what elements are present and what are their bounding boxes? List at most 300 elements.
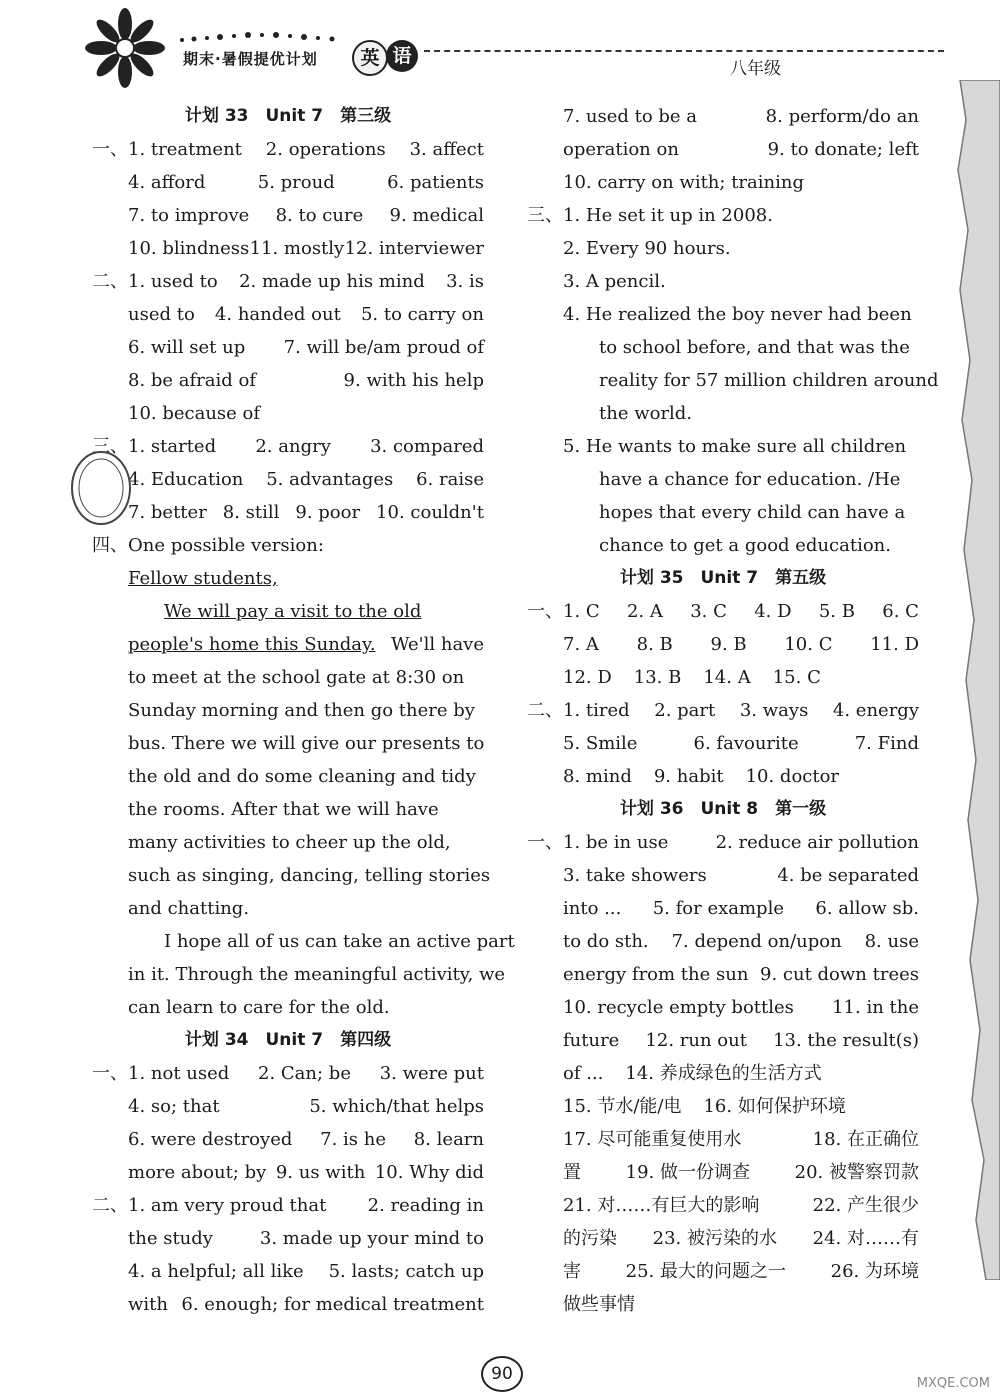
answer-line <box>92 364 484 397</box>
question-group-label <box>92 793 128 826</box>
question-group-label <box>527 628 563 661</box>
answer-item: to meet at the school gate at 8:30 on <box>128 667 465 688</box>
answer-line <box>527 199 919 232</box>
answer-line <box>92 793 484 826</box>
answer-line <box>92 760 484 793</box>
answer-line <box>527 628 919 661</box>
answer-line <box>92 1123 484 1156</box>
answer-line <box>92 1090 484 1123</box>
decorative-dots <box>176 30 346 44</box>
answer-item: 7. will be/am proud of <box>283 337 484 358</box>
answer-item: 8. mind <box>563 766 632 787</box>
answer-line <box>527 1222 919 1255</box>
answer-item: 6. patients <box>387 172 484 193</box>
answer-item: 8. still <box>222 502 280 523</box>
answer-item: 4. D <box>754 601 792 622</box>
section-title: 计划 35 Unit 7 第五级 <box>619 568 827 588</box>
answer-item: 10. recycle empty bottles <box>563 997 794 1018</box>
answer-item: 1. used to <box>128 271 218 292</box>
answer-item: 13. B <box>633 667 682 688</box>
answer-item: 12. D <box>563 667 612 688</box>
answer-line <box>92 826 484 859</box>
question-group-label <box>92 925 128 958</box>
answer-item: 2. reduce air pollution <box>715 832 919 853</box>
answer-item: 6. allow sb. <box>815 898 919 919</box>
section-title: 计划 33 Unit 7 第三级 <box>184 106 392 126</box>
answer-line <box>527 595 919 628</box>
answer-item: We will pay a visit to the old <box>164 601 422 622</box>
answer-item: 2. Every 90 hours. <box>563 238 731 259</box>
answer-item: 11. D <box>870 634 919 655</box>
question-group-label <box>92 694 128 727</box>
answer-line <box>92 628 484 661</box>
answer-item: the study <box>128 1228 213 1249</box>
answer-item: 10. Why did <box>374 1162 484 1183</box>
section-title: 计划 36 Unit 8 第一级 <box>619 799 827 819</box>
answer-item: Fellow students, <box>128 568 278 589</box>
answer-item: used to <box>128 304 195 325</box>
series-title: 期末·暑假提优计划 <box>183 50 318 68</box>
question-group-label <box>527 991 563 1024</box>
answer-item: 10. doctor <box>745 766 840 787</box>
question-group-label <box>527 760 563 793</box>
answer-line <box>92 925 515 958</box>
answer-item: 7. is he <box>320 1129 386 1150</box>
answer-item: 11. in the <box>832 997 919 1018</box>
answer-item: 5. which/that helps <box>309 1096 484 1117</box>
answer-item: 18. 在正确位 <box>812 1129 919 1150</box>
flower-logo-icon <box>85 8 165 88</box>
question-group-label: 四、 <box>92 535 128 556</box>
answer-item: 10. C <box>784 634 833 655</box>
torn-page-edge <box>940 80 1000 1280</box>
answer-item: 8. learn <box>413 1129 484 1150</box>
answer-item: 3. made up your mind to <box>259 1228 484 1249</box>
answer-item: 4. handed out <box>214 304 341 325</box>
question-group-label <box>92 1123 128 1156</box>
question-group-label <box>92 595 128 628</box>
answer-line <box>92 1156 484 1189</box>
answer-line <box>92 1057 484 1090</box>
answer-line <box>92 595 484 628</box>
question-group-label <box>527 364 563 397</box>
question-group-label <box>527 1222 563 1255</box>
answer-item: 15. C <box>772 667 821 688</box>
answer-item: 5. to carry on <box>360 304 484 325</box>
answer-item: 4. He realized the boy never had been <box>563 304 912 325</box>
answer-line <box>527 727 919 760</box>
answer-item: 2. made up his mind <box>239 271 425 292</box>
answer-item: 5. lasts; catch up <box>328 1261 484 1282</box>
answer-item: 1. started <box>128 436 217 457</box>
answer-item: 8. be afraid of <box>128 370 257 391</box>
answer-line <box>527 991 919 1024</box>
answer-item: 5. advantages <box>266 469 394 490</box>
answer-item: 9. cut down trees <box>760 964 919 985</box>
answer-item: 7. A <box>563 634 599 655</box>
answer-line <box>527 397 919 430</box>
answer-item: 9. to donate; left <box>767 139 919 160</box>
question-group-label <box>92 826 128 859</box>
answer-line <box>92 694 484 727</box>
header-dashed-rule <box>424 50 944 52</box>
answer-item: 26. 为环境 <box>830 1261 919 1282</box>
question-group-label <box>527 892 563 925</box>
answer-item: 12. interviewer <box>344 238 484 259</box>
question-group-label: 一、 <box>527 601 563 622</box>
page-header <box>0 0 1000 100</box>
answer-item: 7. Find <box>854 733 919 754</box>
answer-item: 4. so; that <box>128 1096 220 1117</box>
answer-line <box>527 661 919 694</box>
answer-item: such as singing, dancing, telling stories <box>128 865 491 886</box>
answer-line <box>92 562 484 595</box>
answer-item: 8. to cure <box>275 205 364 226</box>
answer-line <box>527 892 919 925</box>
answer-item: 1. He set it up in 2008. <box>563 205 773 226</box>
answer-item: 3. affect <box>409 139 484 160</box>
question-group-label <box>92 331 128 364</box>
question-group-label <box>527 430 563 463</box>
answer-item: 8. use <box>864 931 919 952</box>
answer-item: 1. am very proud that <box>128 1195 327 1216</box>
answer-item: 3. A pencil. <box>563 271 666 292</box>
answer-line <box>527 265 919 298</box>
answer-line <box>527 232 919 265</box>
answer-item: 4. a helpful; all like <box>128 1261 304 1282</box>
question-group-label <box>92 760 128 793</box>
answer-item: 2. reading in <box>367 1195 484 1216</box>
answer-item: One possible version: <box>128 535 324 556</box>
answer-item: 16. 如何保护环境 <box>703 1096 846 1117</box>
answer-line <box>92 166 484 199</box>
answer-item: 10. blindness <box>128 238 250 259</box>
answer-item: 9. us with <box>275 1162 366 1183</box>
answer-line <box>527 463 919 496</box>
watermark: MXQE.COM <box>916 1376 990 1391</box>
answer-line <box>92 991 484 1024</box>
answer-line <box>92 496 484 529</box>
answer-item: 7. depend on/upon <box>671 931 842 952</box>
question-group-label <box>527 1024 563 1057</box>
question-group-label <box>527 1057 563 1090</box>
question-group-label: 一、 <box>527 832 563 853</box>
answer-line <box>527 100 919 133</box>
answer-item: 置 <box>563 1162 581 1183</box>
question-group-label <box>92 727 128 760</box>
answer-item: 7. better <box>128 502 207 523</box>
answer-item: 11. mostly <box>249 238 345 259</box>
answer-line <box>92 1255 484 1288</box>
question-group-label <box>527 1156 563 1189</box>
question-group-label <box>527 1288 563 1321</box>
answer-item: 2. Can; be <box>258 1063 351 1084</box>
question-group-label <box>527 265 563 298</box>
question-group-label <box>92 562 128 595</box>
answer-item: 1. be in use <box>563 832 669 853</box>
answer-item: 5. Smile <box>563 733 638 754</box>
question-group-label <box>527 298 563 331</box>
answer-line <box>92 298 484 331</box>
page-number: 90 <box>481 1356 523 1392</box>
question-group-label <box>527 1123 563 1156</box>
answer-item: the world. <box>599 403 693 424</box>
question-group-label: 二、 <box>527 700 563 721</box>
answer-item: 害 <box>563 1261 581 1282</box>
answer-line <box>527 133 919 166</box>
answer-item: of ... <box>563 1063 604 1084</box>
answer-line <box>527 1288 919 1321</box>
answer-item: 13. the result(s) <box>773 1030 919 1051</box>
answer-item: 4. Education <box>128 469 244 490</box>
question-group-label <box>92 991 128 1024</box>
answer-item: in it. Through the meaningful activity, we <box>128 964 506 985</box>
question-group-label <box>527 958 563 991</box>
answer-item: 4. be separated <box>777 865 919 886</box>
answer-item: 12. run out <box>645 1030 747 1051</box>
subject-char-2: 语 <box>386 40 418 72</box>
question-group-label <box>527 661 563 694</box>
answer-item: 5. proud <box>257 172 335 193</box>
answer-item: with <box>128 1294 168 1315</box>
answer-line <box>92 430 484 463</box>
answer-item: 24. 对……有 <box>812 1228 919 1249</box>
question-group-label <box>92 628 128 661</box>
answer-item: 21. 对……有巨大的影响 <box>563 1195 760 1216</box>
answer-line <box>92 397 484 430</box>
answer-item: 2. A <box>626 601 663 622</box>
question-group-label: 二、 <box>92 271 128 292</box>
answer-line <box>527 430 919 463</box>
answer-line <box>92 265 484 298</box>
answer-item: 2. operations <box>265 139 386 160</box>
question-group-label <box>527 529 563 562</box>
question-group-label: 一、 <box>92 1063 128 1084</box>
answer-line <box>527 1057 919 1090</box>
answer-item: 25. 最大的问题之一 <box>625 1261 786 1282</box>
answer-line <box>527 331 919 364</box>
answer-item: We'll have <box>390 634 484 655</box>
answer-line <box>527 496 919 529</box>
answer-item: 17. 尽可能重复使用水 <box>563 1129 742 1150</box>
answer-line <box>527 1156 919 1189</box>
answer-line <box>92 727 484 760</box>
answer-line <box>527 1123 919 1156</box>
answer-line <box>527 1024 919 1057</box>
answer-item: and chatting. <box>128 898 250 919</box>
answer-line <box>92 892 484 925</box>
question-group-label <box>92 1090 128 1123</box>
answer-item: 3. C <box>690 601 727 622</box>
answer-item: 8. perform/do an <box>765 106 919 127</box>
question-group-label <box>527 166 563 199</box>
answer-line <box>527 1255 919 1288</box>
answer-line <box>527 364 939 397</box>
answer-item: operation on <box>563 139 679 160</box>
question-group-label <box>92 298 128 331</box>
answer-item: 的污染 <box>563 1228 617 1249</box>
answer-item: 2. angry <box>255 436 331 457</box>
question-group-label: 一、 <box>92 139 128 160</box>
answer-item: 10. couldn't <box>376 502 484 523</box>
answer-line <box>527 760 919 793</box>
question-group-label <box>92 1222 128 1255</box>
answer-line <box>92 661 484 694</box>
answer-line <box>527 958 919 991</box>
answer-line <box>92 331 484 364</box>
answer-item: 9. with his help <box>343 370 484 391</box>
answer-item: 9. habit <box>653 766 724 787</box>
question-group-label <box>92 892 128 925</box>
question-group-label <box>92 958 128 991</box>
answer-item: 3. is <box>446 271 484 292</box>
answer-item: 14. A <box>703 667 751 688</box>
answer-item: into ... <box>563 898 622 919</box>
answer-line <box>92 1288 484 1321</box>
answer-item: 6. enough; for medical treatment <box>181 1294 484 1315</box>
answer-item: to school before, and that was the <box>599 337 910 358</box>
subject-char-1: 英 <box>352 40 388 76</box>
answer-line <box>527 859 919 892</box>
answer-line <box>92 232 484 265</box>
answer-item: 3. take showers <box>563 865 707 886</box>
answer-item: future <box>563 1030 620 1051</box>
answer-item: Sunday morning and then go there by <box>128 700 475 721</box>
answer-item: 10. carry on with; training <box>563 172 804 193</box>
question-group-label <box>92 859 128 892</box>
answer-item: 1. not used <box>128 1063 230 1084</box>
answer-line <box>92 859 491 892</box>
answer-line <box>92 1189 484 1222</box>
question-group-label <box>92 1288 128 1321</box>
section-title: 计划 34 Unit 7 第四级 <box>184 1030 392 1050</box>
question-group-label <box>92 232 128 265</box>
answer-item: chance to get a good education. <box>599 535 891 556</box>
answer-item: reality for 57 million children around <box>599 370 939 391</box>
question-group-label <box>527 1189 563 1222</box>
question-group-label <box>92 1156 128 1189</box>
answer-item: 6. were destroyed <box>128 1129 293 1150</box>
question-group-label <box>92 397 128 430</box>
answer-item: 10. because of <box>128 403 261 424</box>
answer-item: 15. 节水/能/电 <box>563 1096 682 1117</box>
answer-line <box>527 298 919 331</box>
answer-item: more about; by <box>128 1162 267 1183</box>
answer-line <box>527 694 919 727</box>
question-group-label <box>527 925 563 958</box>
answer-item: can learn to care for the old. <box>128 997 390 1018</box>
answer-item: 7. used to be a <box>563 106 698 127</box>
answer-item: bus. There we will give our presents to <box>128 733 485 754</box>
answer-item: 5. for example <box>652 898 784 919</box>
answer-line <box>527 826 919 859</box>
answer-line <box>92 463 484 496</box>
answer-item: 5. He wants to make sure all children <box>563 436 907 457</box>
answer-item: 7. to improve <box>128 205 250 226</box>
question-group-label <box>527 133 563 166</box>
question-group-label <box>527 1090 563 1123</box>
answer-item: 1. C <box>563 601 600 622</box>
answer-item: 3. compared <box>370 436 484 457</box>
question-group-label <box>92 199 128 232</box>
left-column <box>92 100 515 1321</box>
answer-item: many activities to cheer up the old, <box>128 832 451 853</box>
answer-item: 4. energy <box>832 700 919 721</box>
answer-line <box>527 1189 919 1222</box>
answer-item: 14. 养成绿色的生活方式 <box>625 1063 822 1084</box>
answer-item: the rooms. After that we will have <box>128 799 439 820</box>
question-group-label <box>527 859 563 892</box>
answer-item: 6. will set up <box>128 337 246 358</box>
answer-item: 9. B <box>710 634 747 655</box>
right-column <box>527 100 939 1321</box>
answer-item: to do sth. <box>563 931 649 952</box>
answer-item: 4. afford <box>128 172 206 193</box>
question-group-label <box>92 661 128 694</box>
question-group-label <box>527 496 563 529</box>
answer-item: 6. C <box>882 601 919 622</box>
answer-item: 23. 被污染的水 <box>652 1228 777 1249</box>
grade-label: 八年级 <box>730 59 781 79</box>
question-group-label: 三、 <box>527 205 563 226</box>
answer-item: 1. tired <box>563 700 630 721</box>
question-group-label <box>527 100 563 133</box>
question-group-label <box>527 727 563 760</box>
question-group-label <box>527 232 563 265</box>
answer-item: have a chance for education. /He <box>599 469 901 490</box>
question-group-label <box>527 1255 563 1288</box>
answer-line <box>92 133 484 166</box>
answer-item: 2. part <box>654 700 716 721</box>
answer-line <box>92 199 484 232</box>
answer-item: 做些事情 <box>563 1294 635 1315</box>
answer-item: 3. were put <box>379 1063 484 1084</box>
answer-item: 8. B <box>636 634 673 655</box>
stamp-mark <box>68 448 134 528</box>
answer-line <box>527 529 919 562</box>
answer-line <box>527 1090 919 1123</box>
answer-line <box>92 958 506 991</box>
answer-line <box>527 166 919 199</box>
answer-item: the old and do some cleaning and tidy <box>128 766 476 787</box>
answer-item: 5. B <box>818 601 855 622</box>
answer-line <box>92 1222 484 1255</box>
answer-line <box>527 925 919 958</box>
answer-item: hopes that every child can have a <box>599 502 906 523</box>
answer-line <box>92 529 484 562</box>
answer-item: 9. poor <box>295 502 361 523</box>
question-group-label <box>527 463 563 496</box>
answer-item: 19. 做一份调查 <box>625 1162 750 1183</box>
answer-item: 22. 产生很少 <box>812 1195 919 1216</box>
question-group-label: 二、 <box>92 1195 128 1216</box>
answer-item: 6. raise <box>416 469 484 490</box>
answer-item: 1. treatment <box>128 139 242 160</box>
question-group-label: 三、 <box>92 436 128 457</box>
question-group-label <box>92 166 128 199</box>
answer-item: energy from the sun <box>563 964 749 985</box>
question-group-label <box>92 364 128 397</box>
answer-item: 3. ways <box>739 700 809 721</box>
answer-item: 9. medical <box>389 205 484 226</box>
question-group-label <box>92 1255 128 1288</box>
answer-item: 20. 被警察罚款 <box>794 1162 919 1183</box>
answer-item: people's home this Sunday. <box>128 634 376 655</box>
question-group-label <box>527 397 563 430</box>
answer-item: I hope all of us can take an active part <box>164 931 515 952</box>
question-group-label <box>527 331 563 364</box>
answer-item: 6. favourite <box>693 733 799 754</box>
